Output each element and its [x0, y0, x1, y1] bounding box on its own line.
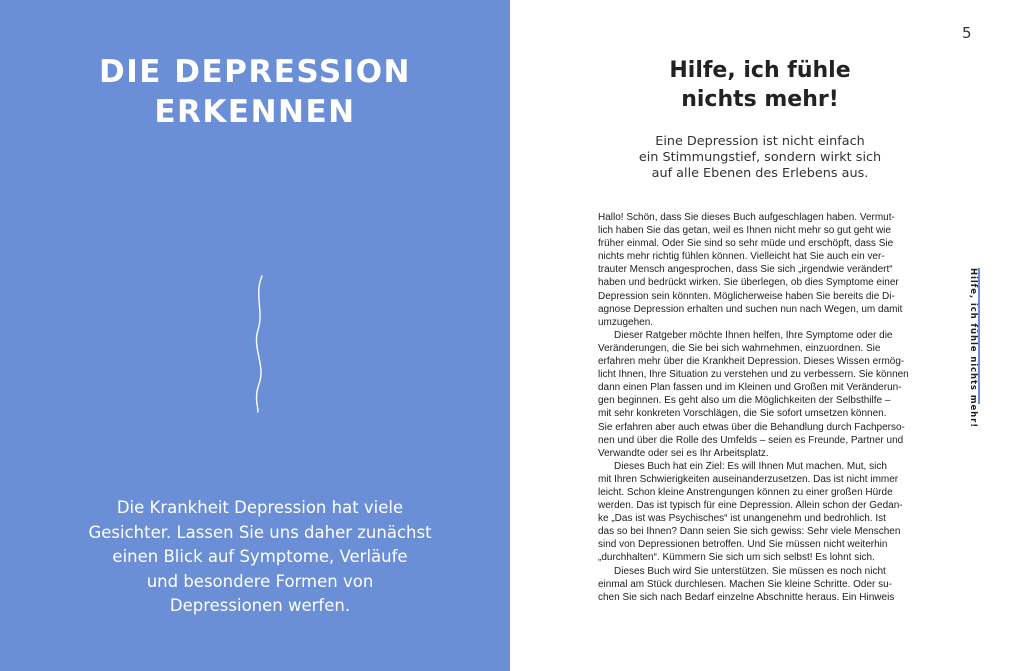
body-line: mit sehr konkreten Vorschlägen, die Sie sofort umsetzen können.	[598, 408, 887, 420]
section-title-line: nichts mehr!	[681, 87, 839, 112]
body-line: das so bei Ihnen? Dann seien Sie sich gewiss: Sehr viele Menschen	[598, 526, 901, 538]
side-tab-label: Hilfe, ich fühle nichts mehr!	[968, 268, 978, 428]
body-line: einmal am Stück durchlesen. Machen Sie kleine Schritte. Oder su-	[598, 578, 893, 590]
body-line: erfahren mehr über die Krankheit Depression. Dieses Wissen ermög-	[598, 356, 905, 368]
body-line: gen beginnen. Es geht also um die Möglichkeiten der Selbsthilfe –	[598, 395, 891, 407]
body-line: ke „Das ist was Psychisches“ ist unangenehm und bedrohlich. Ist	[598, 513, 886, 525]
body-line: mit Ihren Schwierigkeiten auseinanderzusetzen. Das ist nicht immer	[598, 473, 899, 485]
section-title	[610, 56, 910, 114]
chapter-title	[0, 52, 510, 132]
body-line: werden. Das ist typisch für eine Depression. Allein schon der Gedan-	[598, 500, 903, 512]
body-line: Dieser Ratgeber möchte Ihnen helfen, Ihre Symptome oder die	[614, 329, 893, 341]
intro-line: Gesichter. Lassen Sie uns daher zunächst	[88, 522, 432, 542]
body-line: Depression sein könnten. Möglicherweise haben Sie bereits die Di-	[598, 290, 895, 302]
chapter-title-line: DIE DEPRESSION	[98, 54, 411, 90]
chapter-intro	[60, 496, 460, 619]
intro-line: Die Krankheit Depression hat viele	[116, 498, 404, 517]
body-text	[598, 211, 928, 604]
chapter-title-line: ERKENNEN	[154, 94, 356, 130]
body-line: nen und über die Rolle des Umfelds – seien es Freunde, Partner und	[598, 434, 904, 446]
wave-line-decoration	[244, 274, 274, 414]
body-line: dann einen Plan fassen und im Kleinen und Großen mit Veränderun-	[598, 382, 902, 394]
page-number: 5	[962, 24, 972, 42]
body-line: Dieses Buch hat ein Ziel: Es will Ihnen Mut machen. Mut, sich	[614, 460, 887, 472]
body-line: früher einmal. Oder Sie sind so sehr müde und erschöpft, dass Sie	[598, 238, 894, 250]
body-line: sind von Depressionen betroffen. Und Sie müssen nicht weiterhin	[598, 539, 888, 551]
body-line: Hallo! Schön, dass Sie dieses Buch aufgeschlagen haben. Vermut-	[598, 212, 895, 223]
side-tab	[958, 268, 980, 428]
body-line: leicht. Schon kleine Anstrengungen können zu einer großen Hürde	[598, 486, 893, 498]
body-line: chen Sie sich nach Bedarf einzelne Abschnitte heraus. Ein Hinweis	[598, 591, 895, 603]
lead-line: Eine Depression ist nicht einfach	[655, 134, 865, 149]
body-line: Veränderungen, die Sie bei sich wahrnehmen, einzuordnen. Sie	[598, 342, 881, 354]
body-line: haben und bedrückt wirken. Sie überlegen, ob dies Symptome einer	[598, 277, 899, 289]
lead-line: auf alle Ebenen des Erlebens aus.	[651, 166, 869, 181]
body-line: trauter Mensch angesprochen, dass Sie sich „irgendwie verändert“	[598, 264, 893, 276]
body-line: „durchhalten“. Kümmern Sie sich um sich selbst! Es lohnt sich.	[598, 552, 875, 564]
intro-line: und besondere Formen von	[146, 571, 374, 591]
body-line: agnose Depression erhalten und suchen nun nach Wegen, um damit	[598, 303, 903, 315]
section-lead	[610, 134, 910, 182]
body-line: Dieses Buch wird Sie unterstützen. Sie müssen es noch nicht	[614, 565, 886, 577]
body-line: umzugehen.	[598, 316, 654, 328]
body-line: Sie erfahren aber auch etwas über die Behandlung durch Fachperso-	[598, 421, 905, 433]
body-line: licht Ihnen, Ihre Situation zu verstehen und zu verbessern. Sie können	[598, 369, 909, 381]
body-line: nichts mehr richtig fühlen können. Vielleicht hat Sie auch ein ver-	[598, 251, 885, 263]
lead-line: ein Stimmungstief, sondern wirkt sich	[638, 150, 882, 165]
body-line: lich haben Sie das getan, weil es Ihnen nicht mehr so gut geht wie	[598, 225, 891, 237]
body-line: Verwandte oder sei es Ihr Arbeitsplatz.	[598, 447, 769, 459]
right-page	[510, 0, 1020, 671]
intro-line: Depressionen werfen.	[169, 596, 351, 615]
intro-line: einen Blick auf Symptome, Verläufe	[112, 547, 408, 566]
section-title-line: Hilfe, ich fühle	[669, 58, 851, 83]
